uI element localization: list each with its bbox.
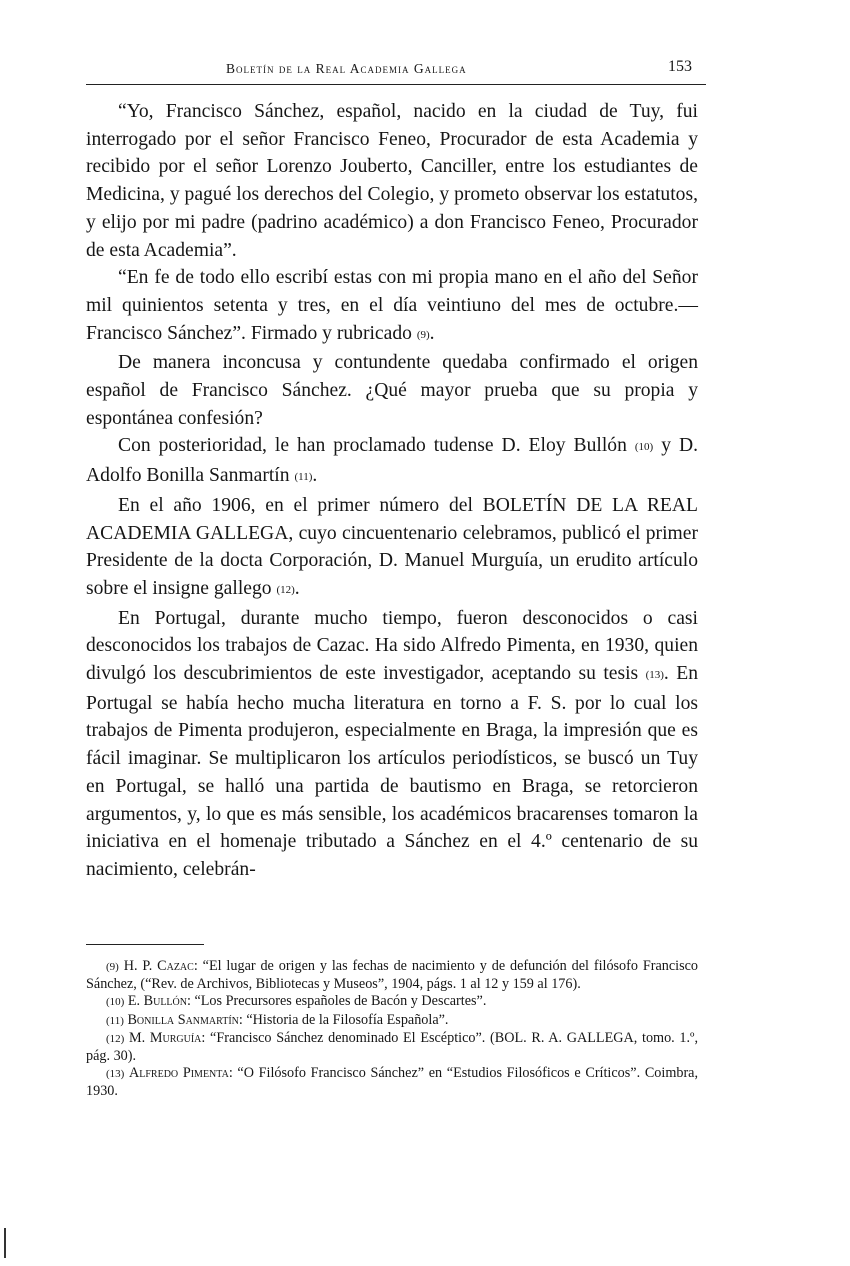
footnote-item — [86, 1012, 698, 1030]
paragraph-signature — [86, 264, 698, 349]
footnote-reference: (11) — [294, 471, 313, 484]
footnote-author: Bonilla Sanmartín — [127, 1011, 239, 1028]
paragraph-text: Con posterioridad, le han proclamado tudense D. Eloy Bullón — [118, 435, 627, 457]
footnote-item — [86, 1030, 698, 1065]
footnote-text: : “Historia de la Filosofía Española”. — [238, 1011, 449, 1028]
page-number: 153 — [668, 58, 692, 75]
paragraph-declaration — [86, 98, 698, 264]
scan-edge-mark — [4, 1228, 6, 1258]
footnote-author: M. Murguía — [129, 1029, 202, 1046]
paragraph-text: “Yo, Francisco Sánchez, español, nacido en la ciudad de Tuy, fui interrogado por el señor Francisco Feneo, Procurador de esta Academia y recibido por el señor Lorenzo Jouberto, Canciller, entre los estudiantes de Medicina, y pagué los derechos del Colegio, y prometo observar los estatutos, y elijo por mi padre (padrino académico) a don Francisco Feneo, Procurador de esta Academia”. — [86, 101, 698, 261]
footnote-item — [86, 958, 698, 993]
footnote-reference: (9) — [416, 328, 430, 341]
footnote-text: : “Los Precursores españoles de Bacón y Descartes”. — [186, 993, 487, 1010]
page-header — [86, 58, 706, 86]
footnote-reference: (10) — [634, 441, 654, 454]
footnote-reference: (12) — [276, 583, 295, 596]
paragraph-boletin — [86, 492, 698, 605]
main-text — [86, 98, 698, 884]
punctuation: . — [429, 322, 435, 344]
paragraph-portugal — [86, 605, 698, 884]
footnote-author: E. Bullón — [127, 993, 187, 1010]
punctuation: . — [312, 465, 318, 487]
footnote-author: H. P. Cazac — [123, 958, 194, 974]
paragraph-posteriority — [86, 432, 698, 491]
footnote-number: (12) — [106, 1032, 125, 1045]
footnote-item — [86, 1065, 698, 1100]
footnote-item — [86, 993, 698, 1011]
footnote-text: : “Francisco Sánchez denominado El Escéptico”. (BOL. R. A. GALLEGA, tomo. 1.º, pág. 30). — [86, 1029, 699, 1065]
paragraph-text: . En Portugal se había hecho mucha literatura en torno a F. S. por lo cual los trabajos de Pimenta produjeron, especialmente en Braga, la impresión que es fácil imaginar. Se multiplicaron los artículos periodísticos, se buscó un Tuy en Portugal, se halló una partida de bautismo en Braga, se retorcieron argumentos, y, lo que es más sensible, los académicos bracarenses tomaron la iniciativa en el homenaje tributado a Sánchez en el 4.º centenario de su nacimiento, celebrán- — [86, 663, 699, 880]
footnote-number: (13) — [106, 1068, 125, 1081]
footnotes — [86, 958, 698, 1101]
paragraph-conclusion — [86, 349, 698, 432]
footnote-text: : “El lugar de origen y las fechas de nacimiento y de defunción del filósofo Francisco Sánchez, (“Rev. de Archivos, Bibliotecas y Museos”, 1904, págs. 1 al 12 y 159 al 176). — [86, 958, 699, 993]
paragraph-text: En Portugal, durante mucho tiempo, fueron desconocidos o casi desconocidos los trabajos de Cazac. Ha sido Alfredo Pimenta, en 1930, quien divulgó los descubrimientos de este investigador, aceptando su tesis — [86, 607, 698, 685]
footnote-number: (11) — [106, 1014, 124, 1027]
paragraph-text: y D. Adolfo Bonilla Sanmartín — [86, 435, 699, 487]
paragraph-text: De manera inconcusa y contundente quedaba confirmado el origen español de Francisco Sánchez. ¿Qué mayor prueba que su propia y espontánea confesión? — [86, 352, 698, 429]
footnote-number: (9) — [106, 961, 119, 973]
running-title: Boletín de la Real Academia Gallega — [226, 61, 467, 76]
footnote-reference: (13) — [645, 669, 664, 682]
paragraph-text: En el año 1906, en el primer número del BOLETÍN DE LA REAL ACADEMIA GALLEGA, cuyo cincuentenario celebramos, publicó el primer Presidente de la docta Corporación, D. Manuel Murguía, un erudito artículo sobre el insigne gallego — [86, 494, 698, 599]
footnote-rule — [86, 944, 204, 945]
punctuation: . — [294, 577, 300, 599]
header-rule — [86, 84, 706, 85]
paragraph-text: “En fe de todo ello escribí estas con mi propia mano en el año del Señor mil quinientos setenta y tres, en el día veintiuno del mes de octubre.—Francisco Sánchez”. Firmado y rubricado — [86, 267, 698, 344]
footnote-number: (10) — [106, 996, 125, 1009]
footnote-text: : “O Filósofo Francisco Sánchez” en “Estudios Filosóficos e Críticos”. Coimbra, 1930. — [86, 1065, 699, 1100]
footnote-author: Alfredo Pimenta — [129, 1065, 229, 1082]
